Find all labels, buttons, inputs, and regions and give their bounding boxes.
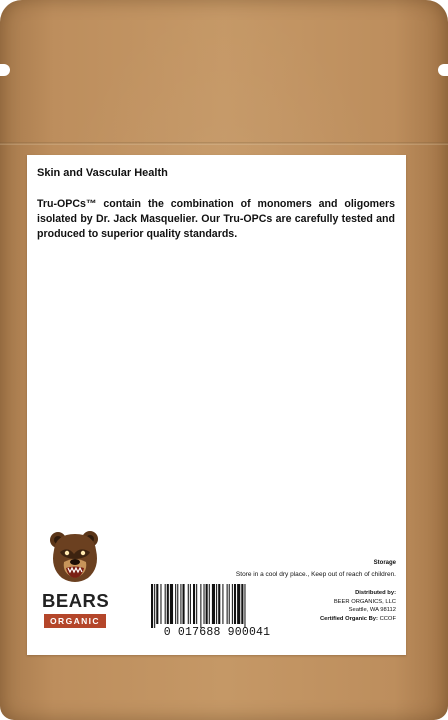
storage-text: Store in a cool dry place., Keep out of reach of children.	[235, 571, 396, 578]
brand-name: BEARS	[42, 590, 110, 611]
label-description: Tru-OPCs™ contain the combination of monomers and oligomers isolated by Dr. Jack Masquelier. Our Tru-OPCs are carefully tested and produced to superior quality standards.	[37, 198, 395, 240]
brand-logo	[42, 528, 108, 638]
certified-line	[320, 615, 396, 624]
distributor-title: Distributed by:	[355, 590, 396, 596]
distributor-company: BEER ORGANICS, LLC	[333, 598, 396, 605]
tear-notch-right	[438, 64, 448, 76]
zip-seal-line	[0, 142, 448, 145]
certified-label: Certified Organic By:	[319, 615, 378, 622]
barcode-digits: 0 017688 900041	[163, 626, 271, 639]
brand-subtitle: ORGANIC	[44, 614, 106, 628]
storage-title: Storage	[373, 560, 396, 566]
bear-head-icon	[46, 528, 104, 586]
tear-notch-left	[0, 64, 10, 76]
distributor-block	[320, 589, 396, 623]
label-heading: Skin and Vascular Health	[37, 167, 168, 179]
certifier: CCOF	[379, 615, 396, 622]
product-label	[27, 155, 406, 655]
distributor-city: Seattle, WA 98112	[348, 607, 396, 613]
